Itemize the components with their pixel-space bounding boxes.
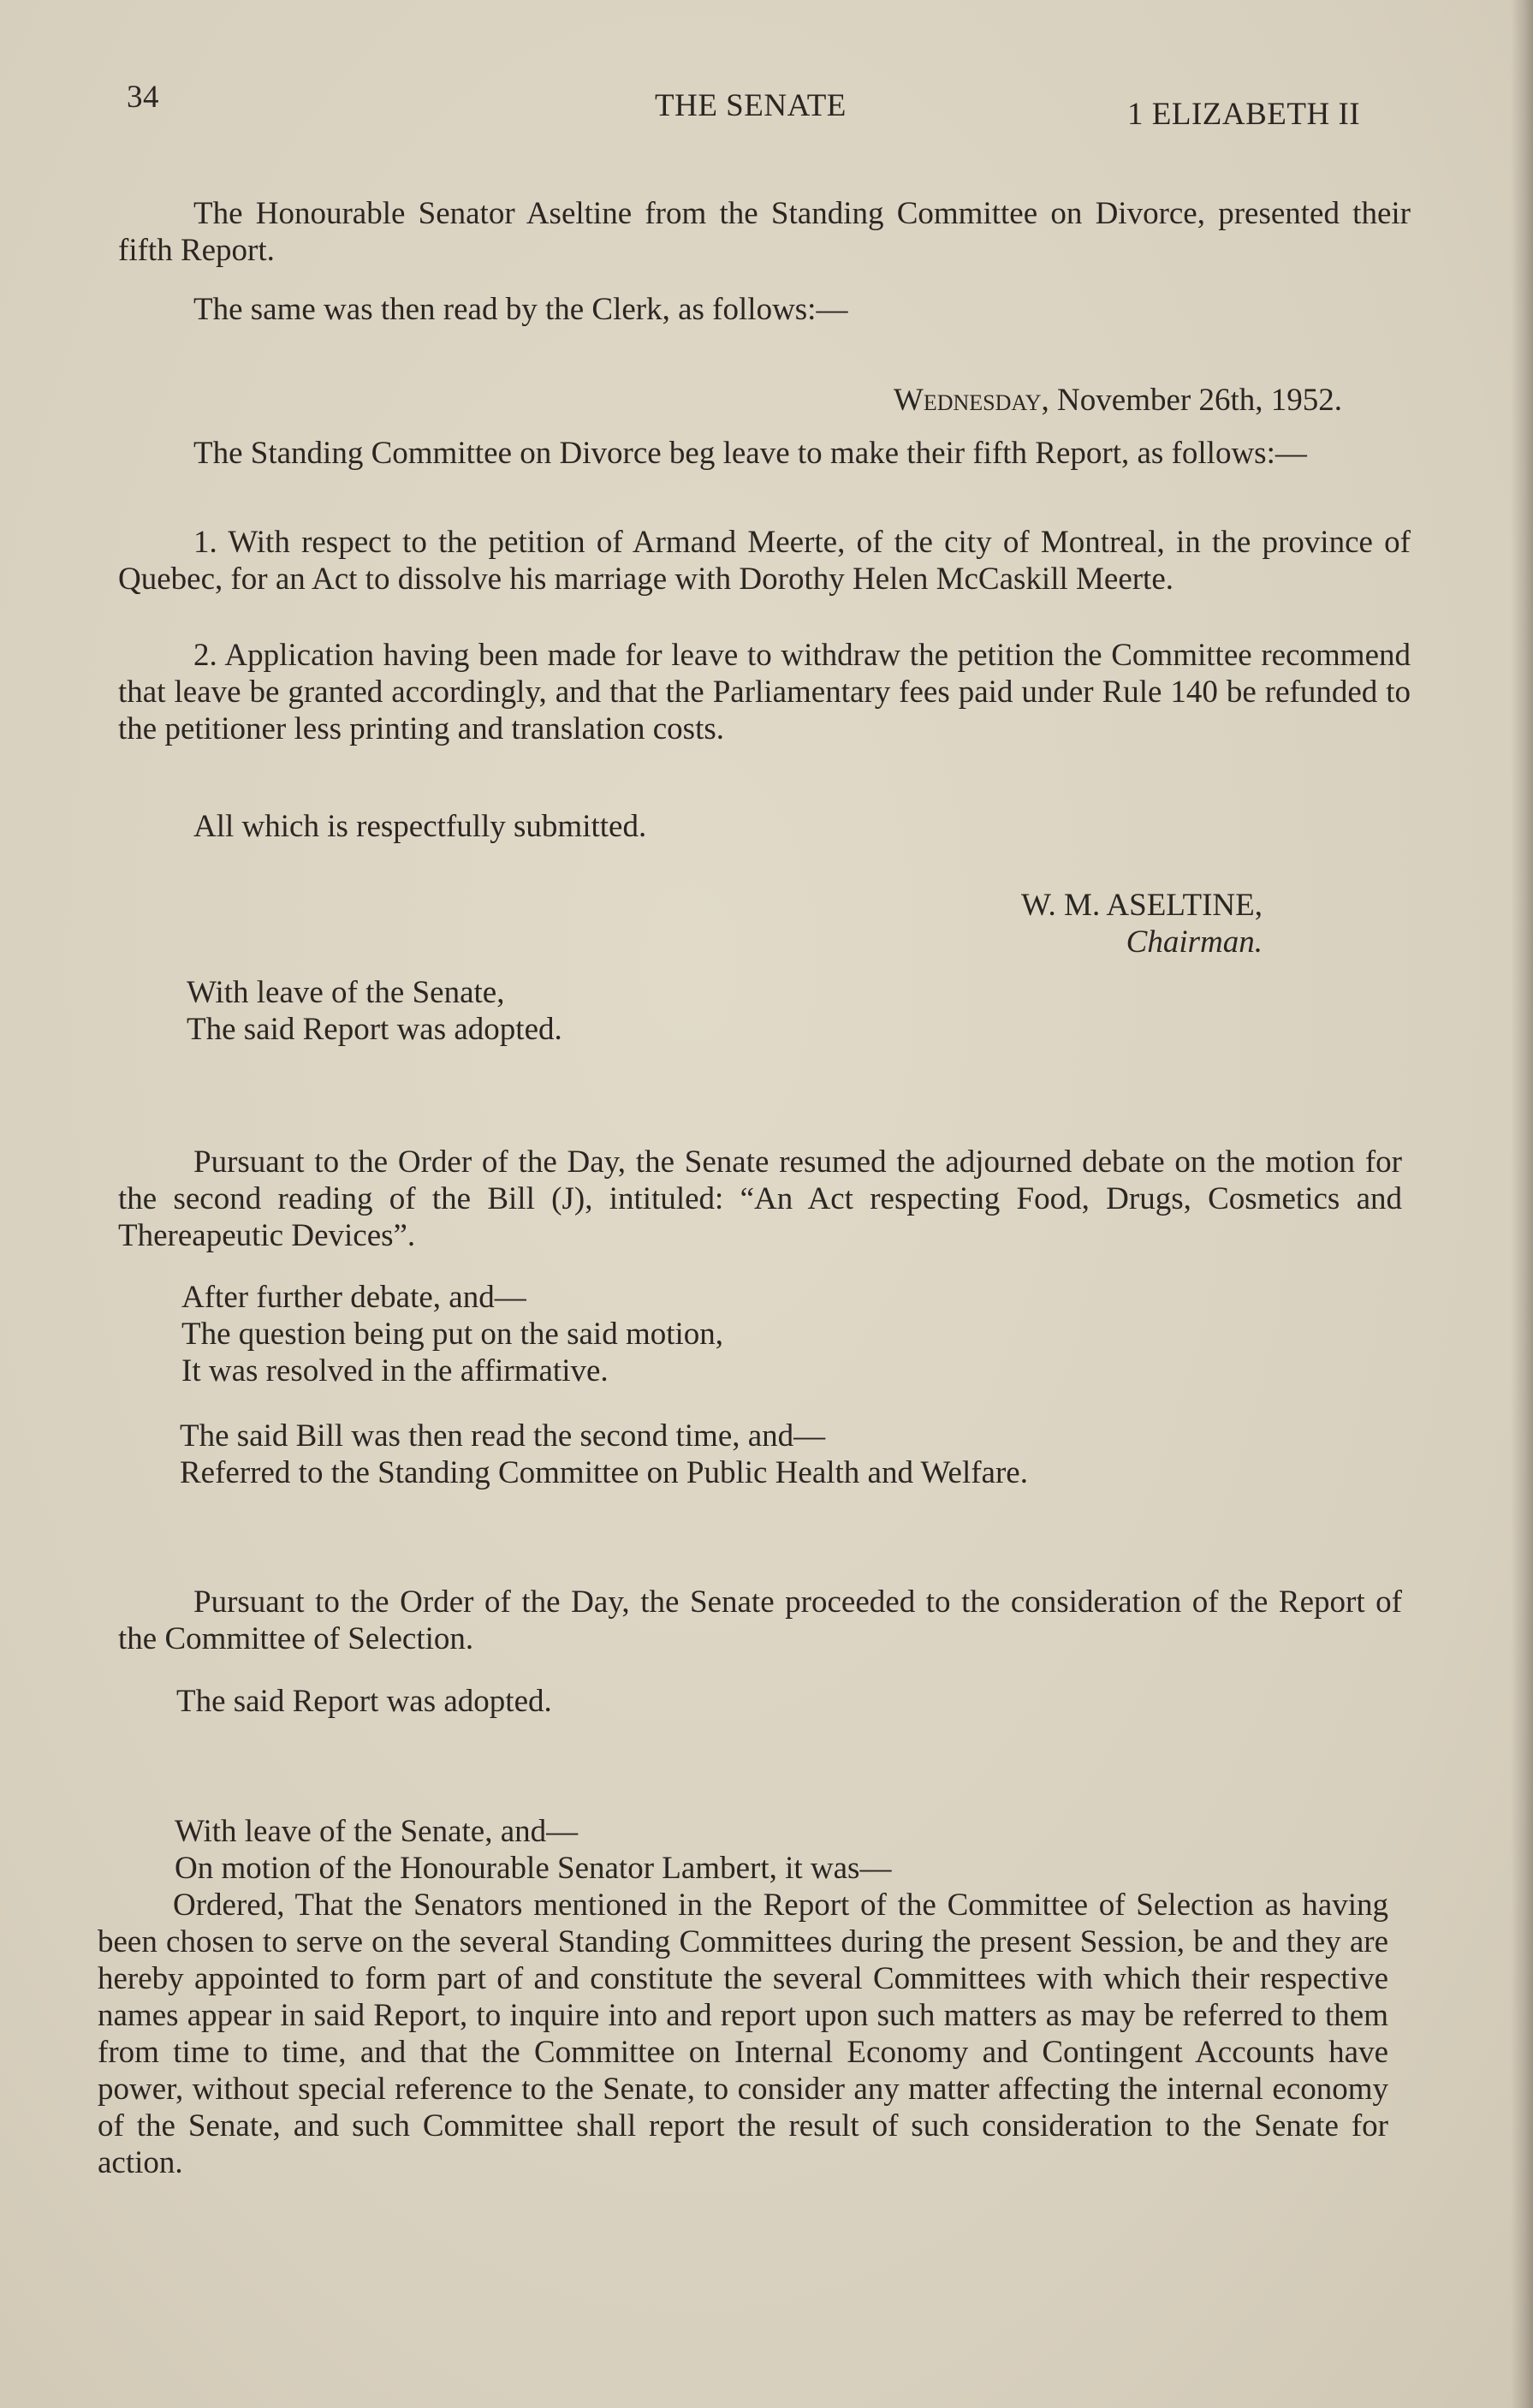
order-body: Ordered, That the Senators mentioned in the Report of the Committee of Selection as having been chosen to serve on the several Standing Committees during the present Session, be and they are hereby appointed to form part of and constitute the several Committees with which their respective names appear in said Report, to inquire into and report upon such matters as may be referred to them from time to time, and that the Committee on Internal Economy and Contingent Accounts have power, without special reference to the Senate, to consider any matter affecting the internal economy of the Senate, and such Committee shall report the result of such consideration to the Senate for action. — [98, 1888, 1388, 2180]
submitted-block — [118, 808, 1411, 845]
report-item-2-block — [118, 637, 1411, 747]
bill-j-intro: Pursuant to the Order of the Day, the Senate resumed the adjourned debate on the motion for the second reading of the Bill (J), intituled: “An Act respecting Food, Drugs, Cosmetics and Thereapeutic Devices”. — [118, 1145, 1402, 1253]
leave-line: With leave of the Senate, — [187, 975, 505, 1010]
bill-j-line-3: It was resolved in the affirmative. — [181, 1353, 609, 1388]
bill-j-line-5: Referred to the Standing Committee on Public Health and Welfare. — [180, 1455, 1028, 1490]
report-intro: The Honourable Senator Aseltine from the Standing Committee on Divorce, presented their fifth Report. — [118, 196, 1411, 268]
report-item-2: 2. Application having been made for leave to withdraw the petition the Committee recommend that leave be granted accordingly, and that the Parliamentary fees paid under Rule 140 be refunded to the petitioner less printing and translation costs. — [118, 638, 1411, 746]
order-section — [98, 1887, 1388, 2181]
bill-j-debate-block — [181, 1279, 1380, 1389]
report-item-1: 1. With respect to the petition of Armand Meerte, of the city of Montreal, in the province of Quebec, for an Act to dissolve his marriage with Dorothy Helen McCaskill Meerte. — [118, 525, 1411, 597]
committee-intro: The Standing Committee on Divorce beg leave to make their fifth Report, as follows:— — [193, 436, 1307, 471]
submitted-line: All which is respectfully submitted. — [193, 809, 647, 844]
signatory-name: W. M. ASELTINE, — [1021, 888, 1263, 923]
regnal-year: 1 ELIZABETH II — [1127, 97, 1361, 132]
report-section — [118, 195, 1411, 269]
bill-j-referral-block — [180, 1418, 1378, 1491]
report-adoption-block — [187, 974, 1385, 1048]
committee-intro-block — [118, 435, 1411, 472]
selection-section — [118, 1584, 1402, 1657]
selection-adopted: The said Report was adopted. — [176, 1684, 552, 1719]
report-item-1-block — [118, 524, 1411, 598]
signatory-title: Chairman. — [1126, 925, 1263, 960]
read-by-clerk-block — [118, 291, 1411, 328]
page-edge-shadow — [1511, 0, 1533, 2408]
order-line-2: On motion of the Honourable Senator Lambert, it was— — [175, 1851, 892, 1886]
page-number: 34 — [127, 80, 159, 115]
bill-j-line-4: The said Bill was then read the second time, and— — [180, 1418, 826, 1454]
adopted-line: The said Report was adopted. — [187, 1012, 562, 1047]
bill-j-line-2: The question being put on the said motion, — [181, 1317, 724, 1352]
order-line-1: With leave of the Senate, and— — [175, 1814, 579, 1849]
report-date-rest: , November 26th, 1952. — [1041, 383, 1342, 418]
running-title: THE SENATE — [655, 88, 847, 123]
order-preamble — [175, 1813, 1373, 1887]
bill-j-line-1: After further debate, and— — [181, 1280, 526, 1315]
selection-adopted-block — [176, 1683, 1375, 1720]
bill-j-section — [118, 1144, 1402, 1254]
read-by-clerk: The same was then read by the Clerk, as follows:— — [193, 292, 848, 327]
selection-intro: Pursuant to the Order of the Day, the Senate proceeded to the consideration of the Report of the Committee of Selection. — [118, 1585, 1402, 1656]
signature-block — [118, 887, 1263, 960]
report-date-day: Wednesday — [893, 383, 1042, 418]
report-date — [118, 382, 1342, 419]
